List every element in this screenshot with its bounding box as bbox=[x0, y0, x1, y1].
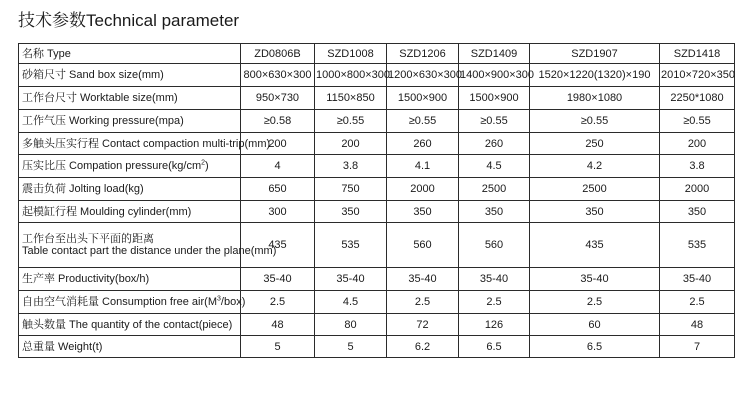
value-cell: 435 bbox=[530, 223, 660, 268]
table-row bbox=[19, 201, 735, 223]
value-cell: 2.5 bbox=[530, 291, 660, 314]
row-label-cell bbox=[19, 64, 241, 87]
row-label: 工作台尺寸 Worktable size(mm) bbox=[22, 92, 178, 104]
table-row bbox=[19, 87, 735, 110]
row-label: 触头数量 The quantity of the contact(piece) bbox=[22, 318, 233, 331]
value-cell: 4.1 bbox=[387, 155, 459, 178]
row-label-superscript: 2 bbox=[201, 159, 206, 167]
value-cell: 2.5 bbox=[241, 291, 315, 314]
row-label: 多触头压实行程 Contact compaction multi-trip(mm) bbox=[22, 137, 271, 150]
row-label-cell bbox=[19, 268, 241, 291]
value-cell: 350 bbox=[459, 201, 530, 223]
value-cell: 2250*1080 bbox=[660, 87, 735, 110]
value-cell: 35-40 bbox=[660, 268, 735, 291]
row-label: 自由空气消耗量 Consumption free air(M bbox=[22, 296, 217, 308]
row-label: 砂箱尺寸 Sand box size(mm) bbox=[22, 69, 164, 81]
value-cell: 1500×900 bbox=[459, 87, 530, 110]
technical-parameter-table bbox=[18, 43, 735, 358]
header-model-cell: SZD1418 bbox=[660, 44, 735, 64]
value-cell: 435 bbox=[241, 223, 315, 268]
value-cell: 35-40 bbox=[387, 268, 459, 291]
value-cell: 2.5 bbox=[387, 291, 459, 314]
row-label-cell bbox=[19, 336, 241, 358]
row-label-cell bbox=[19, 223, 277, 268]
value-cell: 3.8 bbox=[660, 155, 735, 178]
table-row bbox=[19, 223, 735, 268]
value-cell: 950×730 bbox=[241, 87, 315, 110]
value-cell: 350 bbox=[315, 201, 387, 223]
value-cell: ≥0.55 bbox=[660, 110, 735, 133]
table-row bbox=[19, 64, 735, 87]
value-cell: 7 bbox=[660, 336, 735, 358]
value-cell: 250 bbox=[530, 133, 660, 155]
value-cell: 1500×900 bbox=[387, 87, 459, 110]
value-cell: 2000 bbox=[660, 178, 735, 201]
row-label: 生产率 Productivity(box/h) bbox=[22, 273, 150, 285]
row-label: 压实比压 Compation pressure(kg/cm bbox=[22, 160, 202, 172]
header-label-cell: 名称 Type bbox=[19, 44, 241, 64]
value-cell: 35-40 bbox=[530, 268, 660, 291]
table-row bbox=[19, 155, 735, 178]
value-cell: 4.2 bbox=[530, 155, 660, 178]
table-row bbox=[19, 291, 735, 314]
value-cell: 2.5 bbox=[660, 291, 735, 314]
header-model-cell: SZD1409 bbox=[459, 44, 530, 64]
value-cell: 5 bbox=[315, 336, 387, 358]
value-cell: 350 bbox=[660, 201, 735, 223]
row-label-cell bbox=[19, 178, 241, 201]
row-label: 总重量 Weight(t) bbox=[22, 340, 103, 353]
value-cell: ≥0.55 bbox=[530, 110, 660, 133]
row-label: 震击负荷 Jolting load(kg) bbox=[22, 183, 144, 195]
value-cell: 200 bbox=[315, 133, 387, 155]
value-cell: 350 bbox=[387, 201, 459, 223]
row-label-cell bbox=[19, 133, 271, 155]
value-cell: 4 bbox=[241, 155, 315, 178]
row-label-suffix: /box) bbox=[220, 296, 246, 308]
value-cell: 560 bbox=[387, 223, 459, 268]
value-cell: 4.5 bbox=[459, 155, 530, 178]
value-cell: 1150×850 bbox=[315, 87, 387, 110]
value-cell: 2500 bbox=[530, 178, 660, 201]
value-cell: 535 bbox=[660, 223, 735, 268]
value-cell: 35-40 bbox=[459, 268, 530, 291]
value-cell: 6.5 bbox=[459, 336, 530, 358]
value-cell: ≥0.58 bbox=[241, 110, 315, 133]
value-cell: 60 bbox=[530, 314, 660, 336]
value-cell: 800×630×300 bbox=[241, 64, 315, 87]
value-cell: 350 bbox=[530, 201, 660, 223]
value-cell: 35-40 bbox=[315, 268, 387, 291]
table-row bbox=[19, 178, 735, 201]
table-row bbox=[19, 314, 735, 336]
row-label-cell bbox=[19, 291, 246, 314]
value-cell: 750 bbox=[315, 178, 387, 201]
value-cell: 260 bbox=[459, 133, 530, 155]
table-row bbox=[19, 268, 735, 291]
table-row bbox=[19, 336, 735, 358]
row-label-cell bbox=[19, 201, 241, 223]
header-model-cell: SZD1907 bbox=[530, 44, 660, 64]
header-model-cell: SZD1008 bbox=[315, 44, 387, 64]
value-cell: 48 bbox=[241, 314, 315, 336]
row-label: 工作台至出头下平面的距离 bbox=[22, 233, 154, 245]
value-cell: 1200×630×300 bbox=[387, 64, 459, 87]
row-label: 起模缸行程 Moulding cylinder(mm) bbox=[22, 205, 192, 218]
table-row bbox=[19, 133, 735, 155]
value-cell: 4.5 bbox=[315, 291, 387, 314]
value-cell: 1520×1220(1320)×190 bbox=[530, 64, 660, 87]
value-cell: 650 bbox=[241, 178, 315, 201]
value-cell: 80 bbox=[315, 314, 387, 336]
value-cell: 35-40 bbox=[241, 268, 315, 291]
value-cell: 2.5 bbox=[459, 291, 530, 314]
row-label-cell bbox=[19, 314, 241, 336]
value-cell: 6.2 bbox=[387, 336, 459, 358]
value-cell: 1000×800×300 bbox=[315, 64, 387, 87]
value-cell: 2010×720×350 bbox=[660, 64, 735, 87]
value-cell: 72 bbox=[387, 314, 459, 336]
row-label-suffix: ) bbox=[205, 160, 209, 172]
row-label-cell bbox=[19, 155, 241, 178]
value-cell: 48 bbox=[660, 314, 735, 336]
value-cell: 1980×1080 bbox=[530, 87, 660, 110]
value-cell: 300 bbox=[241, 201, 315, 223]
value-cell: ≥0.55 bbox=[459, 110, 530, 133]
value-cell: 560 bbox=[459, 223, 530, 268]
value-cell: 200 bbox=[241, 133, 315, 155]
value-cell: 260 bbox=[387, 133, 459, 155]
value-cell: 2000 bbox=[387, 178, 459, 201]
row-label: 工作气压 Working pressure(mpa) bbox=[22, 115, 184, 127]
value-cell: 3.8 bbox=[315, 155, 387, 178]
header-model-cell: ZD0806B bbox=[241, 44, 315, 64]
value-cell: 126 bbox=[459, 314, 530, 336]
row-label-cell bbox=[19, 87, 241, 110]
table-row bbox=[19, 110, 735, 133]
value-cell: 535 bbox=[315, 223, 387, 268]
row-label-line2: Table contact part the distance under the plane(mm) bbox=[22, 245, 277, 257]
value-cell: 200 bbox=[660, 133, 735, 155]
value-cell: 6.5 bbox=[530, 336, 660, 358]
value-cell: 1400×900×300 bbox=[459, 64, 530, 87]
table-header-row bbox=[19, 44, 735, 64]
row-label-superscript: 3 bbox=[217, 295, 221, 303]
value-cell: ≥0.55 bbox=[315, 110, 387, 133]
value-cell: 2500 bbox=[459, 178, 530, 201]
header-model-cell: SZD1206 bbox=[387, 44, 459, 64]
value-cell: ≥0.55 bbox=[387, 110, 459, 133]
value-cell: 5 bbox=[241, 336, 315, 358]
row-label-cell bbox=[19, 110, 241, 133]
page-title: 技术参数Technical parameter bbox=[18, 11, 240, 30]
